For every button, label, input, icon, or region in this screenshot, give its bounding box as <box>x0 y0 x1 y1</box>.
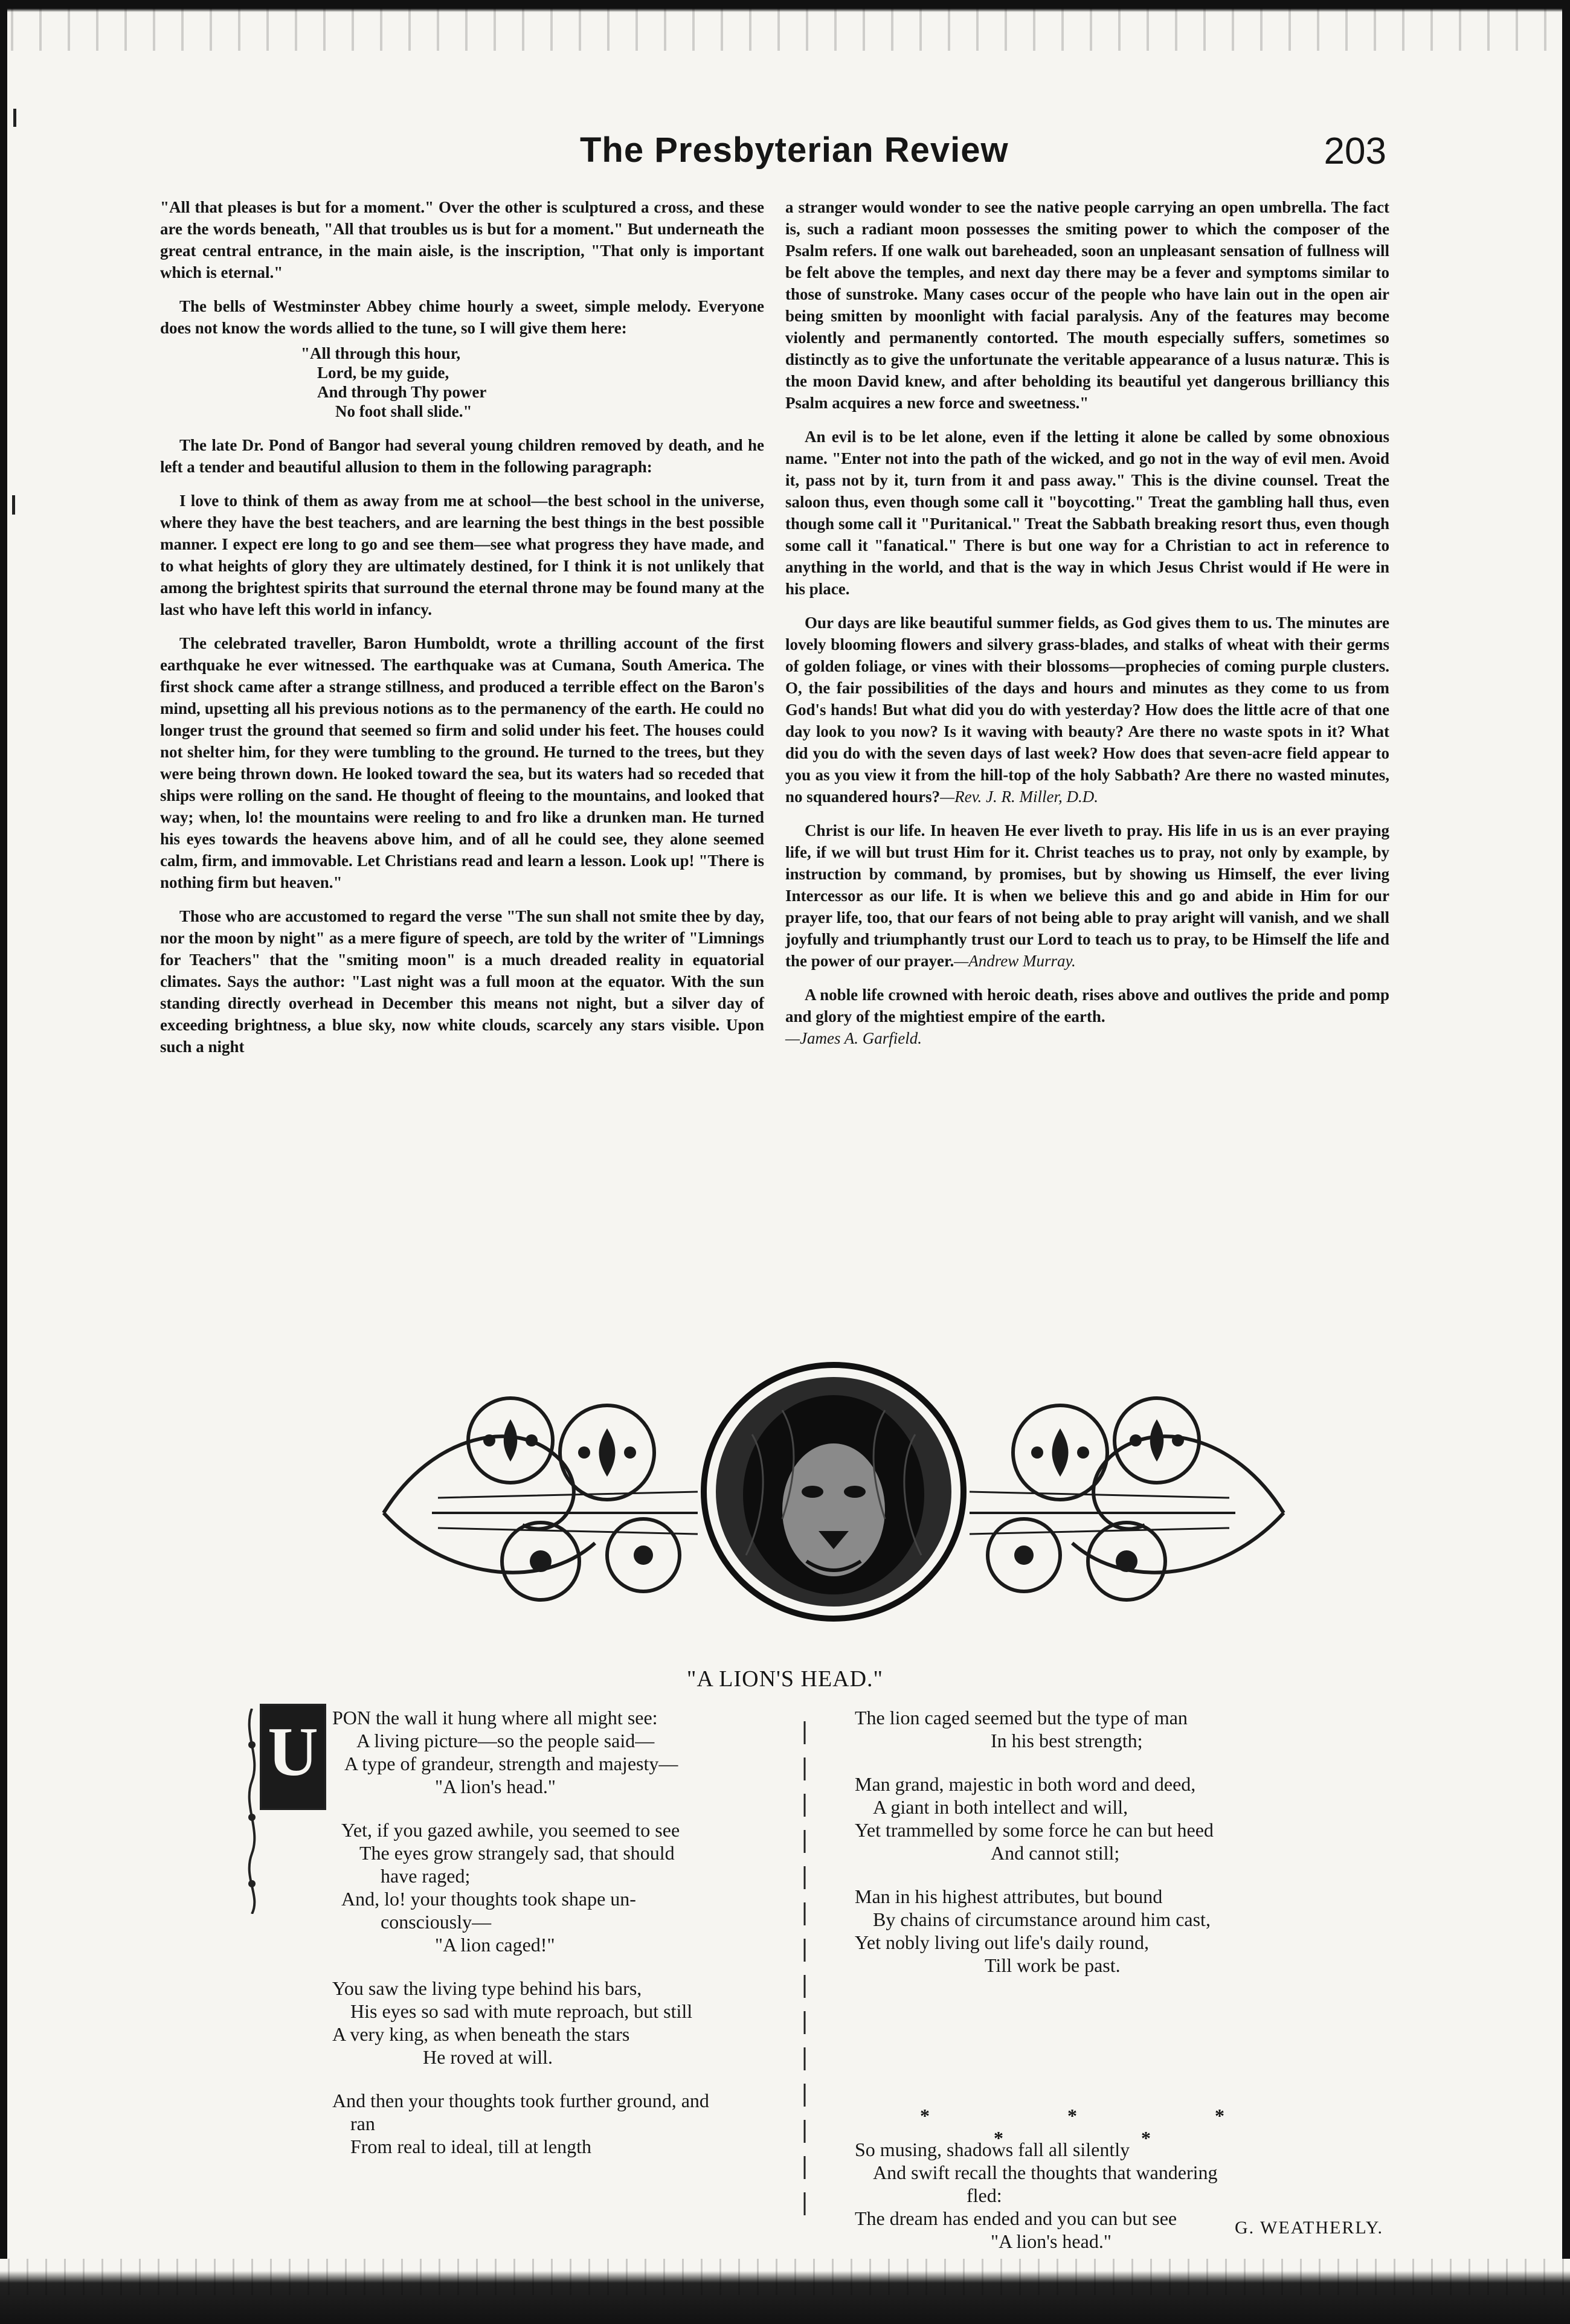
drop-cap <box>260 1704 326 1810</box>
paragraph: a stranger would wonder to see the native people carrying an open umbrella. The fact is, such a radiant moon possesses the smiting power to which the composer of the Psalm refers. If one walk out bareheaded, soon an unpleasant sensation of fullness will be felt above the temples, and next day there may be a fever and symptoms similar to those of sunstroke. Many cases occur of the people who have lain out in the open air being smitten by moonlight with facial paralysis. Any of the features may become violently and permanently contorted. The mouth especially suffers, sometimes so distinctly as to give the unfortunate the veritable appearance of a lusus naturæ. This is the moon David knew, and after beholding its beautiful yet dangerous brilliancy this Psalm acquires a new force and sweetness." <box>785 198 1389 412</box>
poem-line: Man grand, majestic in both word and deed, <box>855 1773 1196 1795</box>
poem-line: The eyes grow strangely sad, that should <box>359 1842 675 1864</box>
paragraph: Those who are accustomed to regard the verse "The sun shall not smite thee by day, nor the moon by night" as a mere figure of speech, are told by the writer of "Limnings for Teachers" that the "smiting moon" is a much dreaded reality in equatorial climates. Says the author: "Last night was a full moon at the equator. With the sun standing directly overhead in December this means not night, but a silver day of exceeding brightness, a blue sky, now white clouds, scarcely any stars visible. Upon such a night <box>160 907 764 1056</box>
poem-line: From real to ideal, till at length <box>350 2136 592 2157</box>
poem-line: consciously— <box>381 1911 492 1933</box>
poem-line: fled: <box>967 2184 1002 2206</box>
poem-line: The lion caged seemed but the type of man <box>855 1707 1188 1729</box>
drop-cap-letter: U <box>268 1713 318 1791</box>
page-number: 203 <box>1324 130 1386 172</box>
poem-right-column <box>843 1706 1386 1997</box>
poem-line: And swift recall the thoughts that wandering <box>873 2162 1218 2183</box>
lion-head-ornament <box>359 1362 1308 1628</box>
paragraph: The celebrated traveller, Baron Humboldt, wrote a thrilling account of the first earthquake he ever witnessed. The earthquake was at Cumana, South America. The first shock came after a strange stillness, and produced a terrible effect on the Baron's mind, upsetting all his previous notions as to the permanency of the earth. He could no longer trust the ground that seemed so firm and solid under his feet. The houses could not shelter him, for they were tumbling to the ground. He turned to the trees, but they were being thrown down. He looked toward the sea, but its waters had so receded that ships were rolling on the sand. He thought of fleeing to the mountains, and looked that way; when, lo! the mountains were reeling to and fro like a drunken man. He turned his eyes towards the heavens above him, and of all he could see, they alone seemed calm, firm, and immovable. Let Christians read and learn a lesson. Look up! "There is nothing firm but heaven." <box>160 634 764 891</box>
poem-line: In his best strength; <box>991 1730 1143 1751</box>
stanza <box>843 1773 1386 1864</box>
poem-line: A very king, as when beneath the stars <box>332 2023 630 2045</box>
paragraph-text: Our days are like beautiful summer fields, as God gives them to us. The minutes are lovely blooming flowers and silvery grass-blades, and stalks of wheat with their germs of golden foliage, or vines with their blossoms—prophecies of coming purple clusters. O, the fair possibilities of the days and hours and minutes as they come to us from God's hands! But what did you do with yesterday? How does the little acre of that one day look to you now? Is it waving with beauty? Are there no waste spots in it? What did you do with the seven days of last week? How does that seven-acre field appear to you as you view it from the hill-top of the holy Sabbath? Are there no wasted minutes, no squandered hours? <box>785 614 1389 806</box>
column-divider <box>803 1721 806 2216</box>
poem-line: "A lion's head." <box>991 2230 1112 2252</box>
poem-line: Till work be past. <box>985 1954 1121 1976</box>
attribution: —Rev. J. R. Miller, D.D. <box>940 788 1099 806</box>
poem-line: He roved at will. <box>423 2046 553 2068</box>
scan-left-edge <box>0 0 7 2324</box>
poem-line: So musing, shadows fall all silently <box>855 2139 1130 2160</box>
paragraph: An evil is to be let alone, even if the letting it alone be called by some obnoxious name. "Enter not into the path of the wicked, and go not in the way of evil men. Avoid it, pass not by it, turn from it and pass away." This is the divine counsel. Treat the saloon thus, even though some call it "boycotting." Treat the gambling hall thus, even though some call it "Puritanical." Treat the Sabbath breaking resort thus, even though some call it "fanatical." There is but one way for a Christian to act in reference to anything in the world, and that is the way in which Jesus Christ would if He were in his place. <box>785 428 1389 598</box>
poem-line: And cannot still; <box>991 1842 1120 1864</box>
attribution: —Andrew Murray. <box>954 952 1076 970</box>
verse-line: No foot shall slide." <box>335 402 472 420</box>
margin-mark <box>12 495 15 515</box>
poem-line: have raged; <box>381 1865 471 1887</box>
poem-line: Yet, if you gazed awhile, you seemed to see <box>341 1819 680 1841</box>
poem-line: A living picture—so the people said— <box>356 1730 655 1751</box>
page-header <box>580 124 1386 178</box>
poem-line: A giant in both intellect and will, <box>873 1796 1128 1818</box>
stanza <box>284 2089 809 2158</box>
paragraph <box>785 984 1389 1049</box>
paragraph: I love to think of them as away from me at school—the best school in the universe, where they have the best teachers, and are learning the best things in the best possible manner. I expect ere long to go and see them—see what progress they have made, and to what heights of glory they are ultimately destined, for I think it is not unlikely that among the brightest spirits that surround the eternal throne may be found many at the last who have left this world in infancy. <box>160 492 764 618</box>
poem-line: You saw the living type behind his bars, <box>332 1977 642 1999</box>
left-column <box>160 196 764 1070</box>
poem-title: "A LION'S HEAD." <box>686 1666 884 1692</box>
poem-line: And, lo! your thoughts took shape un- <box>341 1888 636 1910</box>
poem-signature: G. WEATHERLY. <box>1234 2218 1383 2238</box>
poem-line: And then your thoughts took further ground, and <box>332 2090 709 2111</box>
poem-line: A type of grandeur, strength and majesty— <box>344 1753 678 1774</box>
section-stars <box>894 2105 1317 2149</box>
right-column <box>785 196 1389 1061</box>
westminster-chime-verse <box>160 344 764 421</box>
poem-line: The dream has ended and you can but see <box>855 2207 1177 2229</box>
paragraph: The bells of Westminster Abbey chime hourly a sweet, simple melody. Everyone does not know the words allied to the tune, so I will give them here: <box>160 297 764 337</box>
poem-line: Yet nobly living out life's daily round, <box>855 1931 1149 1953</box>
paragraph-text: A noble life crowned with heroic death, rises above and outlives the pride and pomp and glory of the mightiest empire of the earth. <box>785 986 1389 1026</box>
stanza <box>284 1706 809 1798</box>
poem-line: ran <box>350 2113 375 2134</box>
verse-line: "All through this hour, <box>301 344 461 362</box>
poem-line: By chains of circumstance around him cast, <box>873 1908 1211 1930</box>
paragraph-text: Christ is our life. In heaven He ever liveth to pray. His life in us is an ever praying life, if we will but trust Him for it. Christ teaches us to pray, not only by example, by instruction by command, by promises, but by showing us Himself, the ever living Intercessor as our life. It is when we believe this and go and abide in Him for our prayer life, too, that our fears of not being able to pray aright will vanish, and we shall joyfully and triumphantly trust our Lord to teach us to pray, to be Himself the life and the power of our prayer. <box>785 821 1389 970</box>
stanza <box>843 1706 1386 1752</box>
stanza <box>284 1818 809 1956</box>
journal-title: The Presbyterian Review <box>580 130 1009 170</box>
verse-line: And through Thy power <box>317 383 487 401</box>
poem-line: "A lion's head." <box>435 1776 556 1797</box>
poem-line: Man in his highest attributes, but bound <box>855 1886 1163 1907</box>
scan-right-edge <box>1562 0 1570 2324</box>
verse-line: Lord, be my guide, <box>317 364 449 382</box>
stanza <box>843 1885 1386 1977</box>
poem-line: PON the wall it hung where all might see: <box>332 1707 658 1729</box>
paragraph <box>785 612 1389 807</box>
paragraph: "All that pleases is but for a moment." Over the other is sculptured a cross, and these are the words beneath, "All that troubles us is but for a moment." But underneath the great central entrance, in the main aisle, is the inscription, "That only is important which is eternal." <box>160 198 764 281</box>
poem-line: "A lion caged!" <box>435 1934 555 1956</box>
poem-left-column <box>268 1706 809 2178</box>
flourish-icon <box>243 1709 261 1914</box>
margin-mark <box>13 109 16 127</box>
poem-line: Yet trammelled by some force he can but heed <box>855 1819 1214 1841</box>
paragraph: The late Dr. Pond of Bangor had several young children removed by death, and he left a tender and beautiful allusion to them in the following paragraph: <box>160 436 764 476</box>
stanza <box>284 1977 809 2069</box>
poem-right-final-stanza <box>843 2138 1386 2273</box>
paragraph <box>785 820 1389 972</box>
attribution: —James A. Garfield. <box>785 1029 922 1047</box>
poem-line: His eyes so sad with mute reproach, but still <box>350 2000 693 2022</box>
stars-text: * * * * * <box>920 2105 1291 2149</box>
scan-top-border <box>0 0 1570 72</box>
